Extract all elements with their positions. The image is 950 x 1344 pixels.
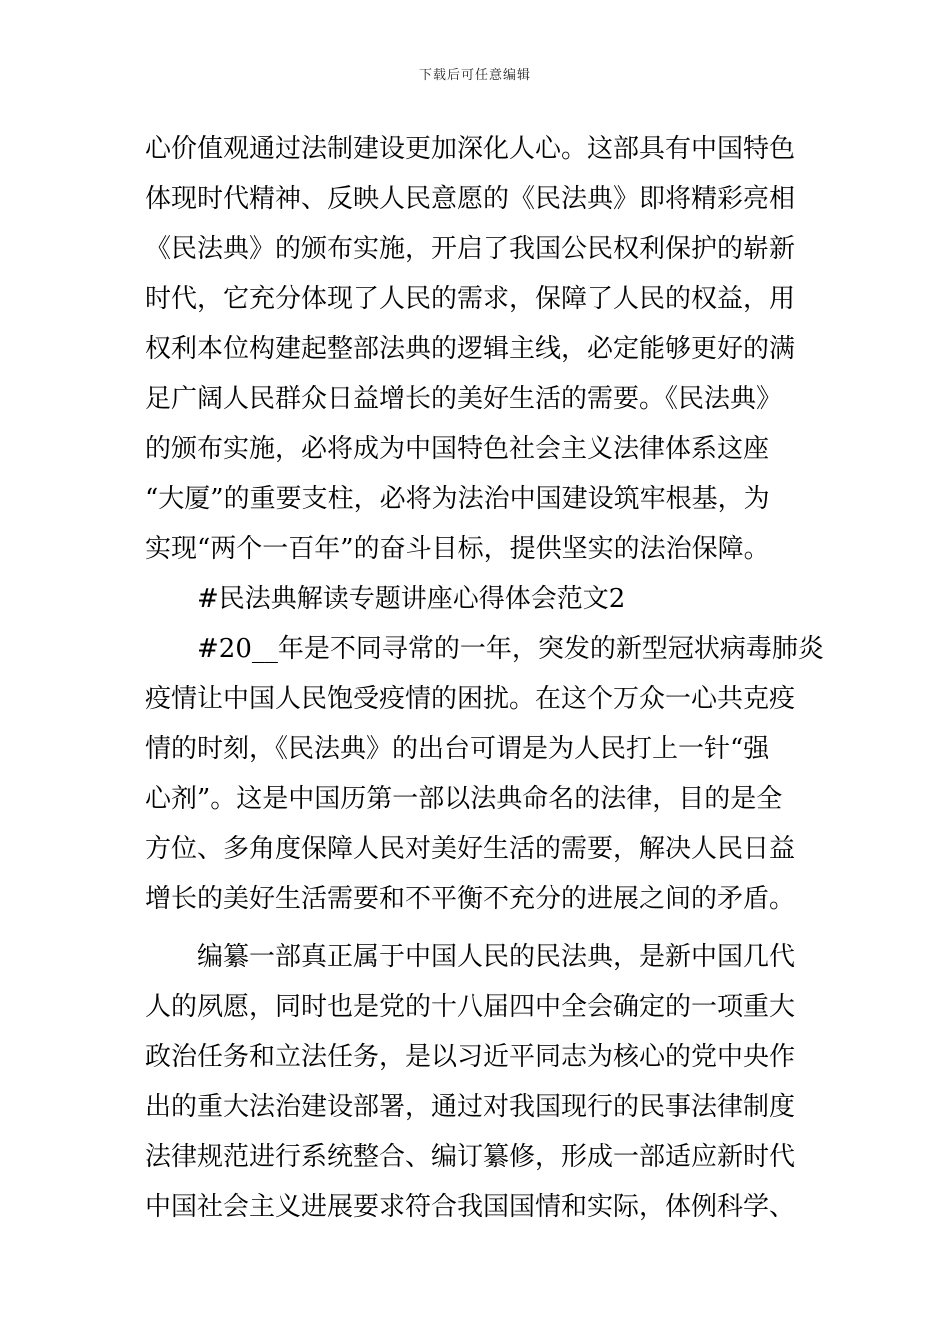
text-line: 《民法典》的颁布实施，开启了我国公民权利保护的崭新	[145, 234, 796, 264]
page-header: 下载后可任意编辑	[418, 68, 531, 83]
text-line: 权利本位构建起整部法典的逻辑主线，必定能够更好的满	[145, 334, 796, 364]
document-body	[145, 124, 824, 1232]
text-line: 人的夙愿，同时也是党的十八届四中全会确定的一项重大	[145, 992, 796, 1022]
text-line: 体现时代精神、反映人民意愿的《民法典》即将精彩亮相	[145, 184, 796, 214]
section-heading	[145, 574, 807, 624]
text-line: 方位、多角度保障人民对美好生活的需要，解决人民日益	[145, 834, 796, 864]
text-line: 心剂”。这是中国历第一部以法典命名的法律，目的是全	[145, 784, 783, 814]
text-line: #20__年是不同寻常的一年，突发的新型冠状病毒肺炎	[197, 634, 824, 664]
text-line: 时代，它充分体现了人民的需求，保障了人民的权益，用	[145, 284, 796, 314]
heading-line: #民法典解读专题讲座心得体会范文2	[197, 584, 626, 614]
text-line: “大厦”的重要支柱，必将为法治中国建设筑牢根基，为	[145, 484, 770, 514]
text-line: 法律规范进行系统整合、编订纂修，形成一部适应新时代	[145, 1142, 796, 1172]
text-line: 情的时刻，《民法典》的出台可谓是为人民打上一针“强	[145, 734, 770, 764]
text-line: 编纂一部真正属于中国人民的民法典，是新中国几代	[197, 942, 796, 972]
text-line: 政治任务和立法任务，是以习近平同志为核心的党中央作	[145, 1042, 796, 1072]
text-line: 的颁布实施，必将成为中国特色社会主义法律体系这座	[145, 434, 770, 464]
text-line: 中国社会主义进展要求符合我国国情和实际，体例科学、	[145, 1192, 796, 1222]
text-line: 心价值观通过法制建设更加深化人心。这部具有中国特色	[145, 134, 796, 164]
paragraph	[145, 932, 807, 1232]
text-line: 出的重大法治建设部署，通过对我国现行的民事法律制度	[145, 1092, 796, 1122]
text-line: 增长的美好生活需要和不平衡不充分的进展之间的矛盾。	[145, 884, 796, 914]
text-line: 疫情让中国人民饱受疫情的困扰。在这个万众一心共克疫	[145, 684, 796, 714]
text-line: 实现“两个一百年”的奋斗目标，提供坚实的法治保障。	[145, 534, 770, 564]
text-line: 足广阔人民群众日益增长的美好生活的需要。《民法典》	[145, 384, 783, 414]
paragraph	[145, 124, 807, 574]
paragraph	[145, 624, 824, 924]
